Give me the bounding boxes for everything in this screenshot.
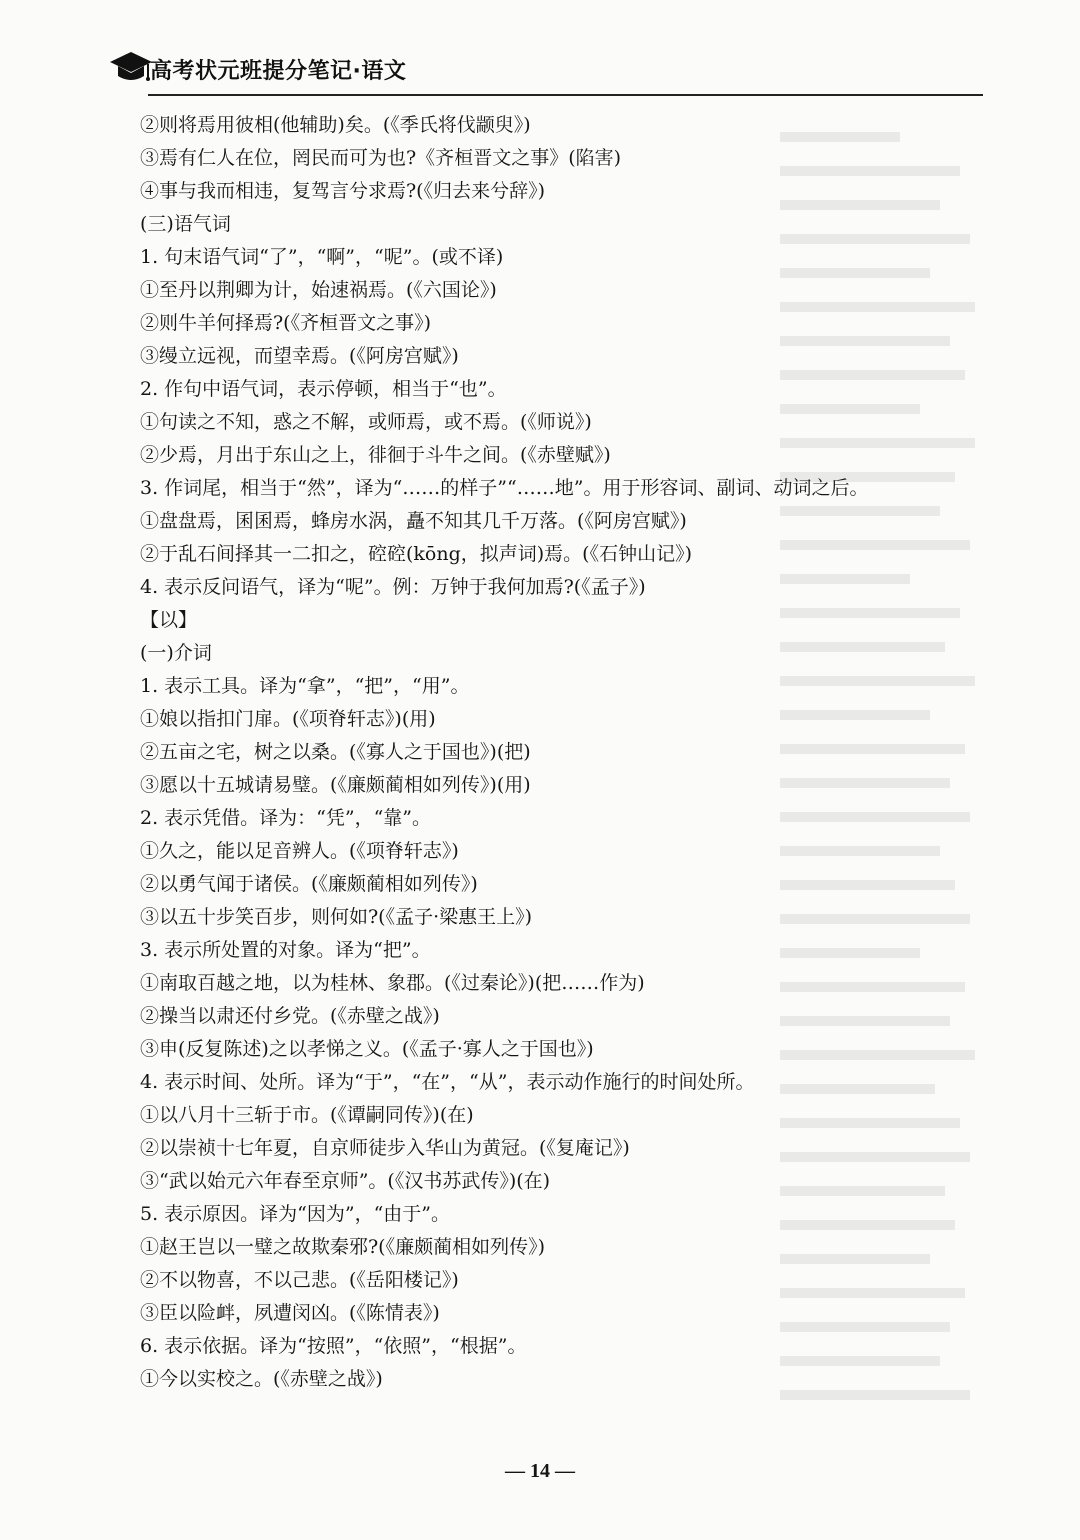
text-line: ①以八月十三斩于市。(《谭嗣同传》)(在) bbox=[140, 1104, 474, 1126]
header-rule bbox=[148, 94, 983, 96]
text-line: 4. 表示时间、处所。译为“于”，“在”，“从”，表示动作施行的时间处所。 bbox=[140, 1071, 755, 1093]
text-line: ②则将焉用彼相(他辅助)矣。(《季氏将伐颛臾》) bbox=[140, 114, 531, 136]
text-line: 2. 作句中语气词，表示停顿，相当于“也”。 bbox=[140, 378, 507, 400]
text-line: 1. 表示工具。译为“拿”，“把”，“用”。 bbox=[140, 675, 470, 697]
section-heading: (三)语气词 bbox=[140, 213, 231, 235]
graduation-cap-icon bbox=[108, 48, 154, 88]
text-line: ②则牛羊何择焉?(《齐桓晋文之事》) bbox=[140, 312, 432, 334]
text-line: ①盘盘焉，囷囷焉，蜂房水涡，矗不知其几千万落。(《阿房宫赋》) bbox=[140, 510, 687, 532]
text-line: ①至丹以荆卿为计，始速祸焉。(《六国论》) bbox=[140, 279, 497, 301]
text-line: 5. 表示原因。译为“因为”，“由于”。 bbox=[140, 1203, 451, 1225]
page-body bbox=[140, 109, 990, 1396]
page-number: — 14 — bbox=[505, 1460, 575, 1482]
text-line: ③臣以险衅，夙遭闵凶。(《陈情表》) bbox=[140, 1302, 440, 1324]
text-line: ②少焉，月出于东山之上，徘徊于斗牛之间。(《赤壁赋》) bbox=[140, 444, 611, 466]
text-line: ①南取百越之地，以为桂林、象郡。(《过秦论》)(把……作为) bbox=[140, 972, 645, 994]
header-title: 高考状元班提分笔记·语文 bbox=[150, 59, 407, 84]
text-line: ①今以实校之。(《赤壁之战》) bbox=[140, 1368, 383, 1390]
text-line: ②五亩之宅，树之以桑。(《寡人之于国也》)(把) bbox=[140, 741, 531, 763]
text-line: ③焉有仁人在位，罔民而可为也?《齐桓晋文之事》(陷害) bbox=[140, 147, 622, 169]
text-line: ②不以物喜，不以己悲。(《岳阳楼记》) bbox=[140, 1269, 459, 1291]
text-line: 2. 表示凭借。译为：“凭”，“靠”。 bbox=[140, 807, 432, 829]
text-line: ③“武以始元六年春至京师”。(《汉书苏武传》)(在) bbox=[140, 1170, 551, 1192]
text-line: 6. 表示依据。译为“按照”，“依照”，“根据”。 bbox=[140, 1335, 527, 1357]
text-line: ①句读之不知，惑之不解，或师焉，或不焉。(《师说》) bbox=[140, 411, 592, 433]
text-line: ②以勇气闻于诸侯。(《廉颇蔺相如列传》) bbox=[140, 873, 478, 895]
text-line: ④事与我而相违，复驾言兮求焉?(《归去来兮辞》) bbox=[140, 180, 546, 202]
text-line: 4. 表示反问语气，译为“呢”。例：万钟于我何加焉?(《孟子》) bbox=[140, 576, 646, 598]
text-line: ②操当以肃还付乡党。(《赤壁之战》) bbox=[140, 1005, 440, 1027]
text-line: ③愿以十五城请易璧。(《廉颇蔺相如列传》)(用) bbox=[140, 774, 531, 796]
text-line: ①久之，能以足音辨人。(《项脊轩志》) bbox=[140, 840, 459, 862]
text-line: ①娘以指扣门扉。(《项脊轩志》)(用) bbox=[140, 708, 436, 730]
text-line: 1. 句末语气词“了”，“啊”，“呢”。(或不译) bbox=[140, 246, 504, 268]
text-line: ③申(反复陈述)之以孝悌之义。(《孟子·寡人之于国也》) bbox=[140, 1038, 594, 1060]
text-line: ①赵王岂以一璧之故欺秦邪?(《廉颇蔺相如列传》) bbox=[140, 1236, 546, 1258]
text-line: ②以崇祯十七年夏，自京师徒步入华山为黄冠。(《复庵记》) bbox=[140, 1137, 630, 1159]
text-line: ②于乱石间择其一二扣之，硿硿(kōng，拟声词)焉。(《石钟山记》) bbox=[140, 543, 693, 565]
section-heading: 【以】 bbox=[140, 609, 198, 631]
text-line: ③缦立远视，而望幸焉。(《阿房宫赋》) bbox=[140, 345, 459, 367]
page-header bbox=[108, 44, 983, 100]
text-line: 3. 作词尾，相当于“然”，译为“……的样子”“……地”。用于形容词、副词、动词之后。 bbox=[140, 477, 869, 499]
text-line: 3. 表示所处置的对象。译为“把”。 bbox=[140, 939, 431, 961]
section-heading: (一)介词 bbox=[140, 642, 212, 664]
text-line: ③以五十步笑百步，则何如?(《孟子·梁惠王上》) bbox=[140, 906, 533, 928]
